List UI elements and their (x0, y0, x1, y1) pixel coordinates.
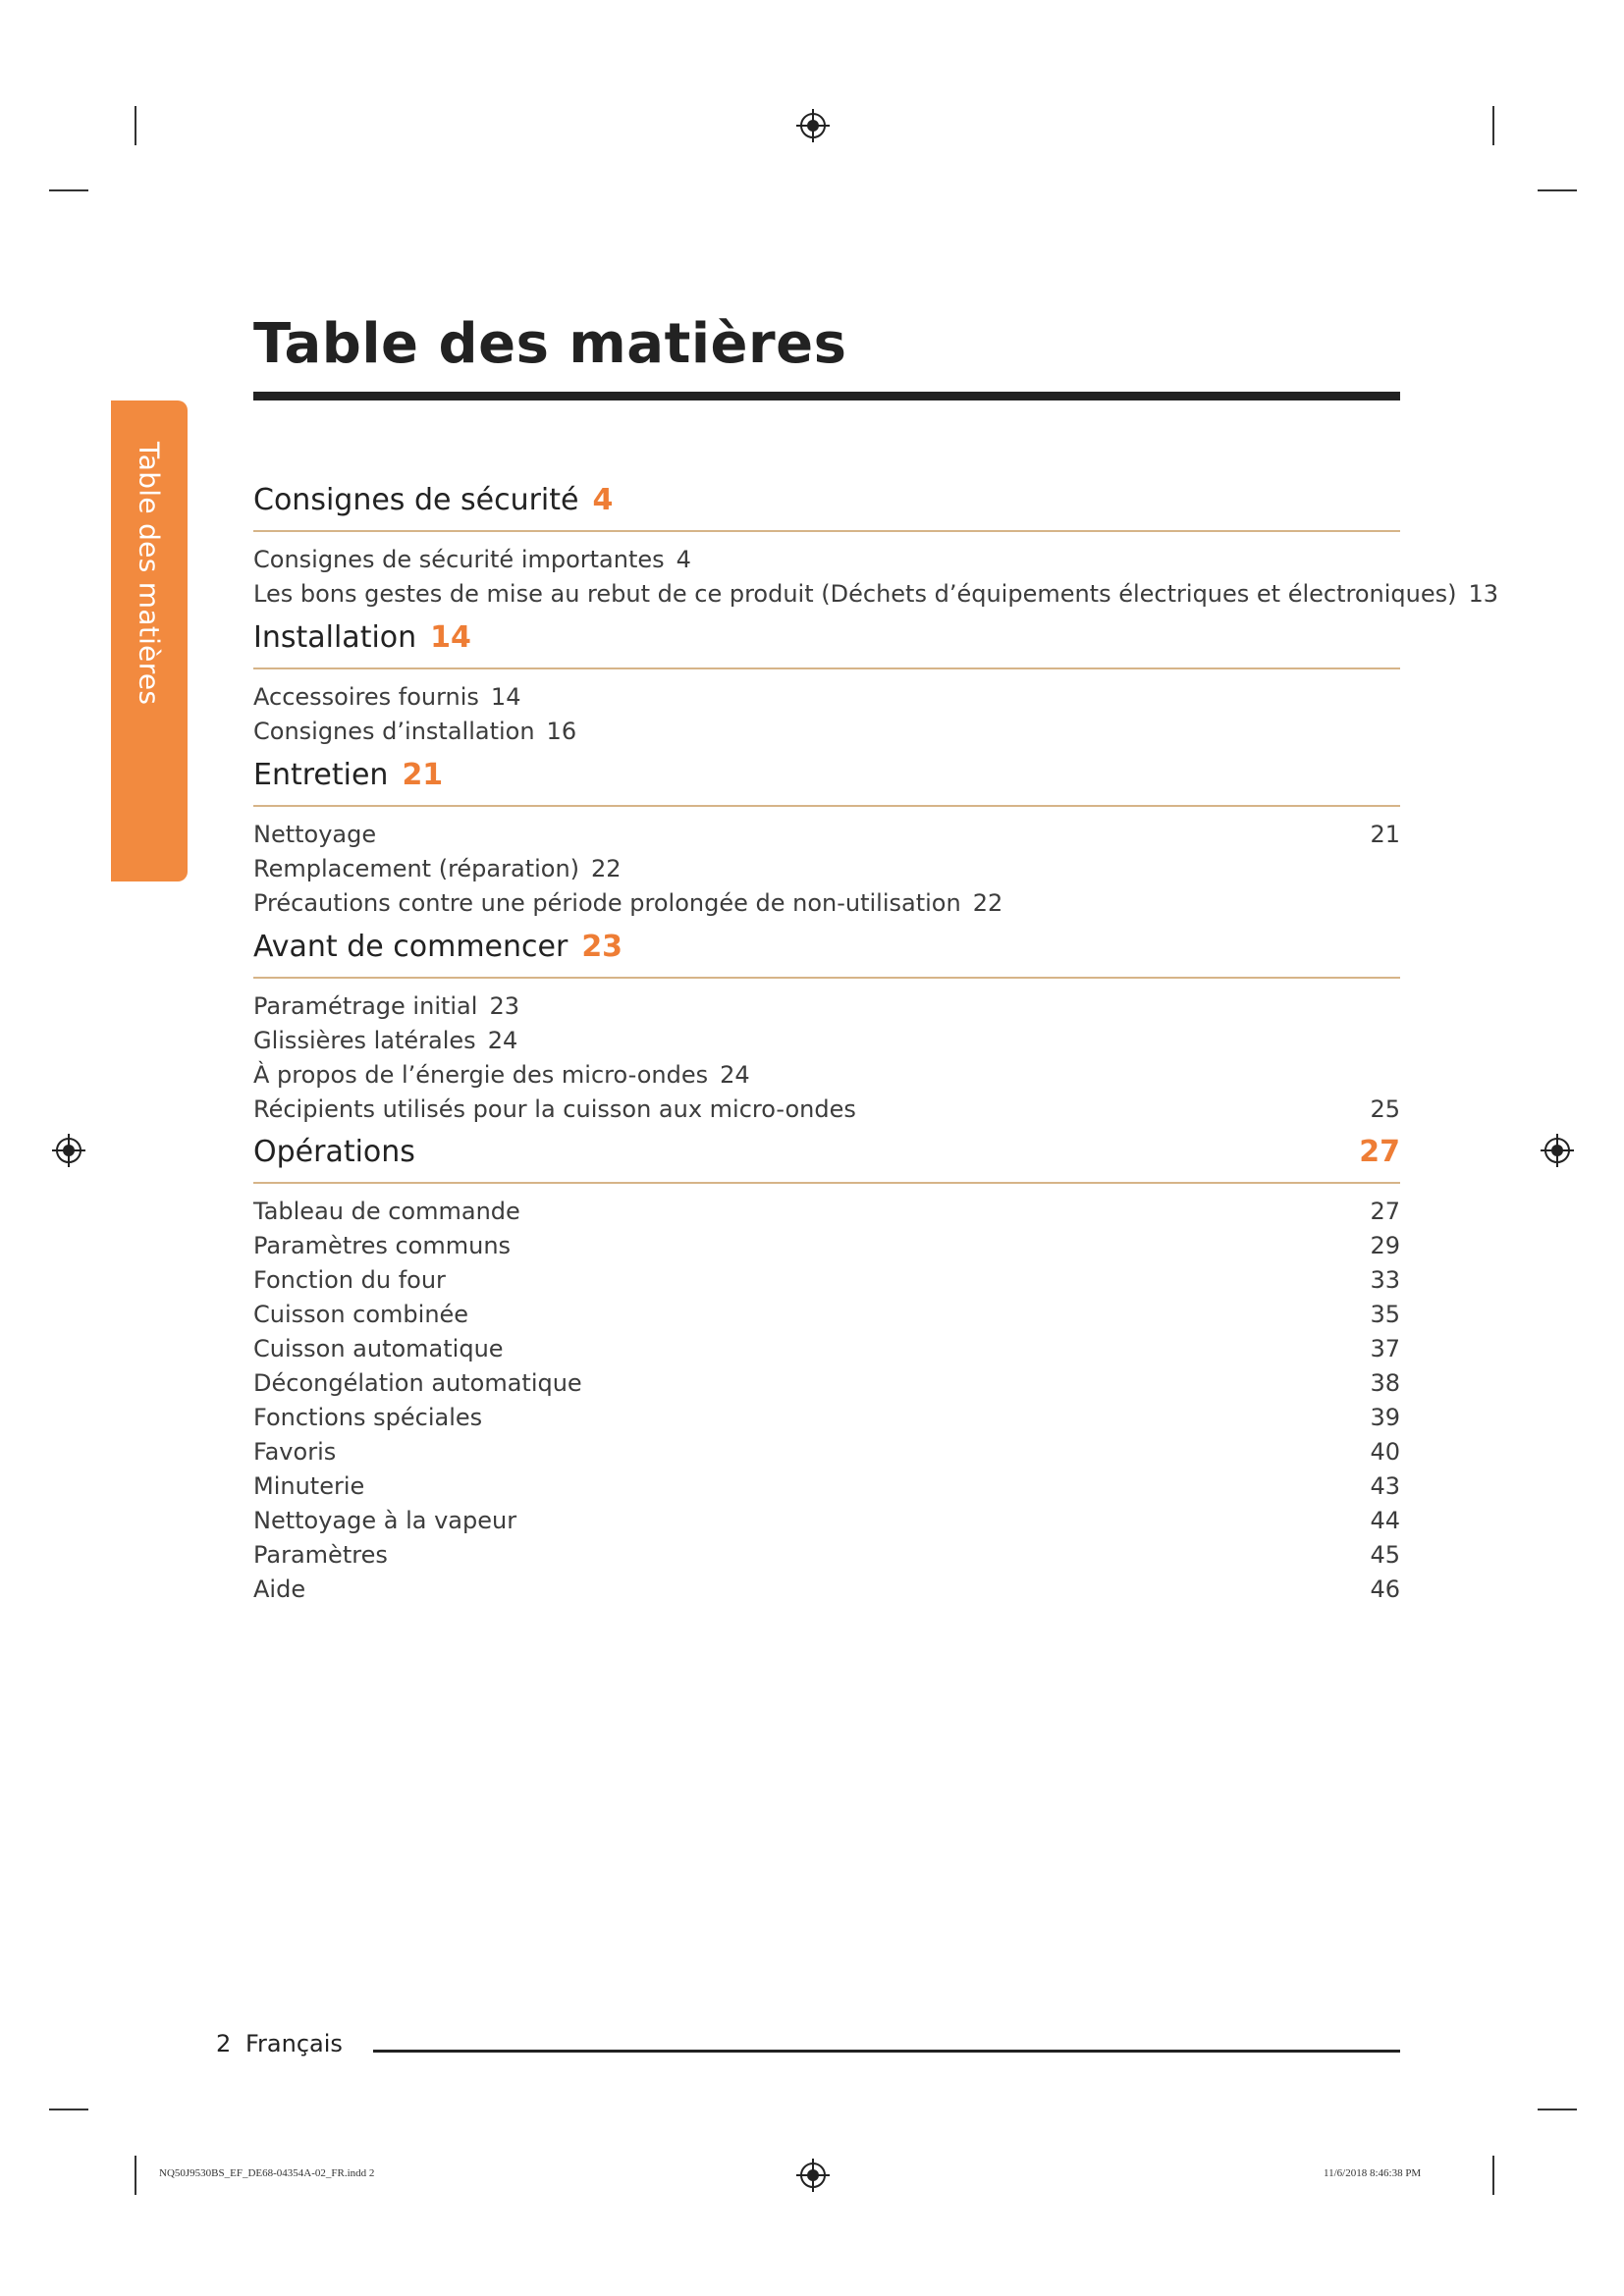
registration-mark-icon (796, 2159, 830, 2192)
entry-label: Paramètres (253, 1541, 388, 1569)
toc-entry[interactable] (253, 852, 1400, 886)
section-heading[interactable] (253, 484, 1400, 517)
section-rule (253, 530, 1400, 532)
toc-section-securite (253, 483, 1499, 612)
toc-entry[interactable] (253, 577, 1499, 612)
section-heading[interactable] (253, 1136, 1400, 1169)
entry-page: 4 (676, 546, 691, 573)
toc-entry[interactable] (253, 818, 1400, 852)
section-title: Avant de commencer (253, 930, 568, 964)
entry-label: Cuisson combinée (253, 1301, 469, 1328)
section-page: 4 (592, 483, 614, 517)
entry-page: 29 (1370, 1232, 1400, 1259)
section-rule (253, 1182, 1400, 1184)
registration-mark-icon (1541, 1134, 1574, 1167)
toc-entry[interactable] (253, 1538, 1400, 1573)
section-page: 23 (581, 930, 623, 964)
toc-entry[interactable] (253, 1366, 1400, 1401)
entry-label: Fonction du four (253, 1266, 446, 1294)
title-rule (253, 392, 1400, 400)
section-title: Entretien (253, 758, 389, 792)
entry-page: 38 (1370, 1369, 1400, 1397)
crop-mark-right-lower (1538, 2109, 1577, 2110)
entry-page: 40 (1370, 1438, 1400, 1466)
toc-entry[interactable] (253, 680, 1400, 715)
entry-label: Consignes d’installation (253, 718, 535, 745)
toc-entry[interactable] (253, 1435, 1400, 1469)
toc-entry[interactable] (253, 1229, 1400, 1263)
toc-entry[interactable] (253, 1093, 1400, 1127)
registration-mark-icon (52, 1134, 85, 1167)
footer-page-number: 2 (216, 2030, 232, 2057)
toc-entry[interactable] (253, 886, 1400, 921)
entry-page: 25 (1370, 1095, 1400, 1123)
entry-page: 35 (1370, 1301, 1400, 1328)
entry-label: Paramètres communs (253, 1232, 512, 1259)
entry-label: Consignes de sécurité importantes (253, 546, 665, 573)
entry-label: Fonctions spéciales (253, 1404, 483, 1431)
entry-page: 44 (1370, 1507, 1400, 1534)
crop-mark-bottom-left (135, 2156, 136, 2195)
entry-label: Tableau de commande (253, 1198, 520, 1225)
section-page: 14 (430, 620, 471, 655)
entry-page: 23 (489, 992, 519, 1020)
footer-language: Français (245, 2030, 343, 2057)
toc-section-installation (253, 621, 1400, 749)
crop-mark-right-upper (1538, 189, 1577, 191)
entry-label: Cuisson automatique (253, 1335, 504, 1362)
section-rule (253, 667, 1400, 669)
section-title: Consignes de sécurité (253, 483, 579, 517)
entry-page: 46 (1370, 1575, 1400, 1603)
print-slug-date: 11/6/2018 8:46:38 PM (1324, 2167, 1422, 2179)
entry-page: 14 (490, 683, 521, 711)
entry-page: 45 (1370, 1541, 1400, 1569)
print-slug-filename: NQ50J9530BS_EF_DE68-04354A-02_FR.indd 2 (159, 2167, 375, 2179)
entry-page: 27 (1370, 1198, 1400, 1225)
entry-label: Nettoyage à la vapeur (253, 1507, 517, 1534)
entry-page: 22 (591, 855, 622, 882)
page-title: Table des matières (253, 312, 847, 376)
section-heading[interactable] (253, 621, 1400, 655)
entry-page: 24 (487, 1027, 518, 1054)
entry-page: 22 (972, 889, 1003, 917)
toc-entry[interactable] (253, 1469, 1400, 1504)
toc-entry[interactable] (253, 543, 1400, 577)
entry-page: 21 (1370, 821, 1400, 848)
section-heading[interactable] (253, 931, 1400, 964)
entry-label: Paramétrage initial (253, 992, 478, 1020)
entry-page: 43 (1370, 1472, 1400, 1500)
entry-label: Décongélation automatique (253, 1369, 582, 1397)
toc-section-operations (253, 1136, 1400, 1607)
crop-mark-bottom-right (1492, 2156, 1494, 2195)
entry-page: 24 (720, 1061, 750, 1089)
section-page: 21 (402, 758, 444, 792)
toc-entry[interactable] (253, 1058, 1400, 1093)
section-title: Installation (253, 620, 417, 655)
entry-label: À propos de l’énergie des micro-ondes (253, 1061, 709, 1089)
toc-entry[interactable] (253, 1504, 1400, 1538)
entry-page: 37 (1370, 1335, 1400, 1362)
entry-label: Minuterie (253, 1472, 365, 1500)
entry-label: Favoris (253, 1438, 337, 1466)
section-title: Opérations (253, 1135, 415, 1169)
entry-label: Précautions contre une période prolongée de non-utilisation (253, 889, 961, 917)
chapter-side-tab (111, 400, 188, 881)
toc-section-entretien (253, 759, 1400, 921)
section-page: 27 (1359, 1135, 1400, 1169)
entry-page: 39 (1370, 1404, 1400, 1431)
toc-entry[interactable] (253, 989, 1400, 1024)
entry-page: 33 (1370, 1266, 1400, 1294)
entry-label: Récipients utilisés pour la cuisson aux micro-ondes (253, 1095, 856, 1123)
crop-mark-left-upper (49, 189, 88, 191)
entry-label: Aide (253, 1575, 306, 1603)
side-tab-label: Table des matières (133, 442, 166, 706)
section-heading[interactable] (253, 759, 1400, 792)
entry-label: Glissières latérales (253, 1027, 476, 1054)
entry-page: 16 (546, 718, 577, 745)
entry-page: 13 (1468, 580, 1499, 608)
toc-entry[interactable] (253, 1263, 1400, 1298)
crop-mark-top-left (135, 106, 136, 145)
toc-entry[interactable] (253, 1195, 1400, 1229)
section-rule (253, 977, 1400, 979)
footer-rule (373, 2050, 1400, 2053)
toc-entry[interactable] (253, 1024, 1400, 1058)
crop-mark-left-lower (49, 2109, 88, 2110)
registration-mark-icon (796, 109, 830, 142)
entry-label: Nettoyage (253, 821, 377, 848)
toc-entry[interactable] (253, 1298, 1400, 1332)
toc-entry[interactable] (253, 1573, 1400, 1607)
entry-label: Accessoires fournis (253, 683, 479, 711)
toc-entry[interactable] (253, 715, 1400, 749)
toc-section-avant-de-commencer (253, 931, 1400, 1127)
toc-entry[interactable] (253, 1401, 1400, 1435)
entry-label: Remplacement (réparation) (253, 855, 580, 882)
section-rule (253, 805, 1400, 807)
entry-label: Les bons gestes de mise au rebut de ce produit (Déchets d’équipements électriques et électroniques) (253, 580, 1457, 608)
toc-entry[interactable] (253, 1332, 1400, 1366)
crop-mark-top-right (1492, 106, 1494, 145)
